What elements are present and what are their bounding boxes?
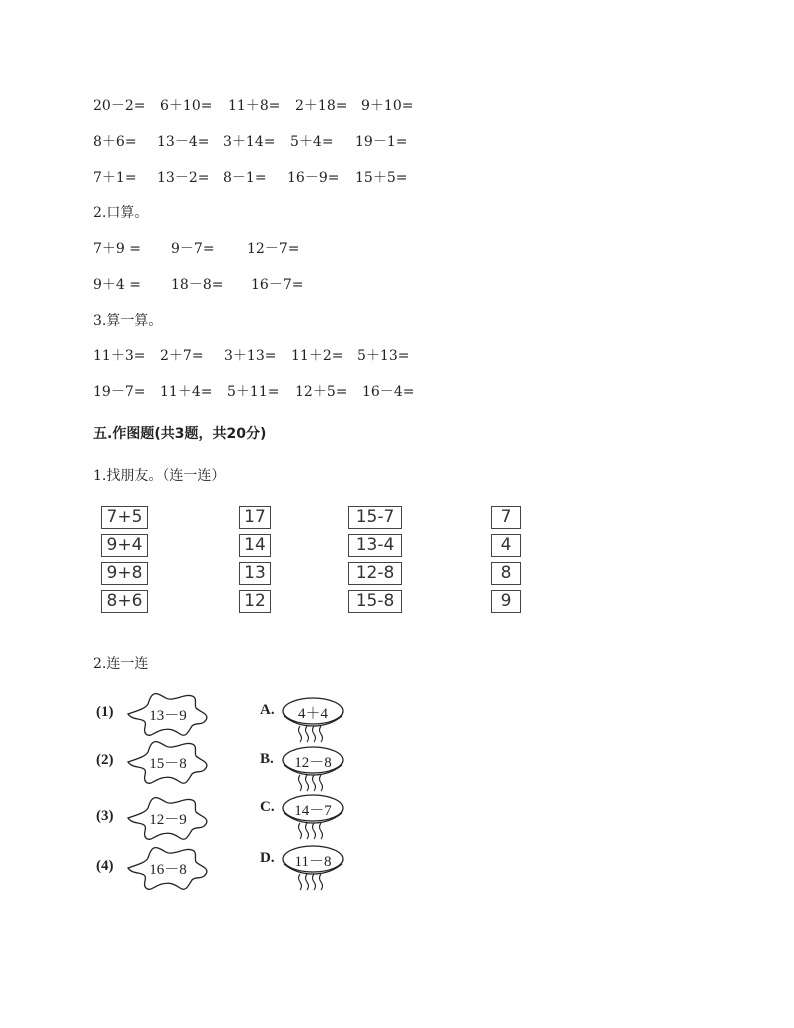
arith-item: 5＋4= [290,134,334,150]
question-title: 3.算一算。 [93,313,163,329]
item-label: (3) [96,808,114,824]
arith-item: 11＋4= [160,384,213,400]
star-expression: 16－8 [149,862,187,878]
match-box[interactable]: 17 [239,506,271,529]
arith-item: 3＋14= [223,134,276,150]
arith-item: 11＋8= [228,98,281,114]
arith-item: 2＋18= [295,98,348,114]
question-title: 1.找朋友。（连一连） [93,468,226,484]
match-box[interactable]: 13 [239,562,271,585]
arith-item: 15＋5= [355,170,408,186]
item-label: B. [260,751,274,767]
match-box[interactable]: 15-7 [348,506,402,529]
arith-item: 3＋13= [224,348,277,364]
match-box[interactable]: 14 [239,534,271,557]
arith-item: 13－2= [157,170,210,186]
oral-item: 18－8= [171,277,224,293]
arith-item: 20－2= [93,98,146,114]
arith-item: 12＋5= [295,384,348,400]
arith-item: 5＋11= [227,384,280,400]
match-box[interactable]: 13-4 [348,534,402,557]
match-box[interactable]: 12 [239,590,271,613]
arith-item: 6＋10= [160,98,213,114]
match-box[interactable]: 9 [491,590,521,613]
arith-item: 16－9= [287,170,340,186]
jellyfish-expression: 14－7 [294,803,332,819]
star-expression: 15－8 [149,756,187,772]
arith-item: 16－4= [362,384,415,400]
arith-item: 2＋7= [160,348,204,364]
jellyfish-expression: 4＋4 [297,706,328,722]
question-title: 2.口算。 [93,205,149,221]
oral-item: 9＋4 = [93,277,141,293]
arith-item: 8－1= [223,170,267,186]
arith-item: 19－1= [355,134,408,150]
match-box[interactable]: 8+6 [101,590,148,613]
star-expression: 13－9 [149,708,187,724]
jellyfish-expression: 11－8 [294,854,332,870]
arith-item: 8＋6= [93,134,137,150]
oral-item: 7＋9 = [93,241,141,257]
item-label: (4) [96,858,114,874]
star-expression: 12－9 [149,812,187,828]
match-box[interactable]: 8 [491,562,521,585]
arith-item: 13－4= [157,134,210,150]
match-box[interactable]: 15-8 [348,590,402,613]
item-label: D. [260,850,275,866]
arith-item: 5＋13= [357,348,410,364]
match-box[interactable]: 7 [491,506,521,529]
oral-item: 9－7= [171,241,215,257]
question-title: 2.连一连 [93,656,149,672]
arith-item: 11＋3= [93,348,146,364]
arith-item: 9＋10= [361,98,414,114]
match-box[interactable]: 12-8 [348,562,402,585]
jellyfish-expression: 12－8 [294,755,332,771]
item-label: (2) [96,752,114,768]
oral-item: 16－7= [251,277,304,293]
arith-item: 11＋2= [291,348,344,364]
item-label: A. [260,702,275,718]
match-box[interactable]: 7+5 [101,506,148,529]
item-label: (1) [96,704,114,720]
arith-item: 7＋1= [93,170,137,186]
arith-item: 19－7= [93,384,146,400]
match-box[interactable]: 9+8 [101,562,148,585]
match-box[interactable]: 4 [491,534,521,557]
section-title: 五.作图题(共3题，共20分) [93,426,267,442]
oral-item: 12－7= [247,241,300,257]
item-label: C. [260,799,275,815]
match-box[interactable]: 9+4 [101,534,148,557]
